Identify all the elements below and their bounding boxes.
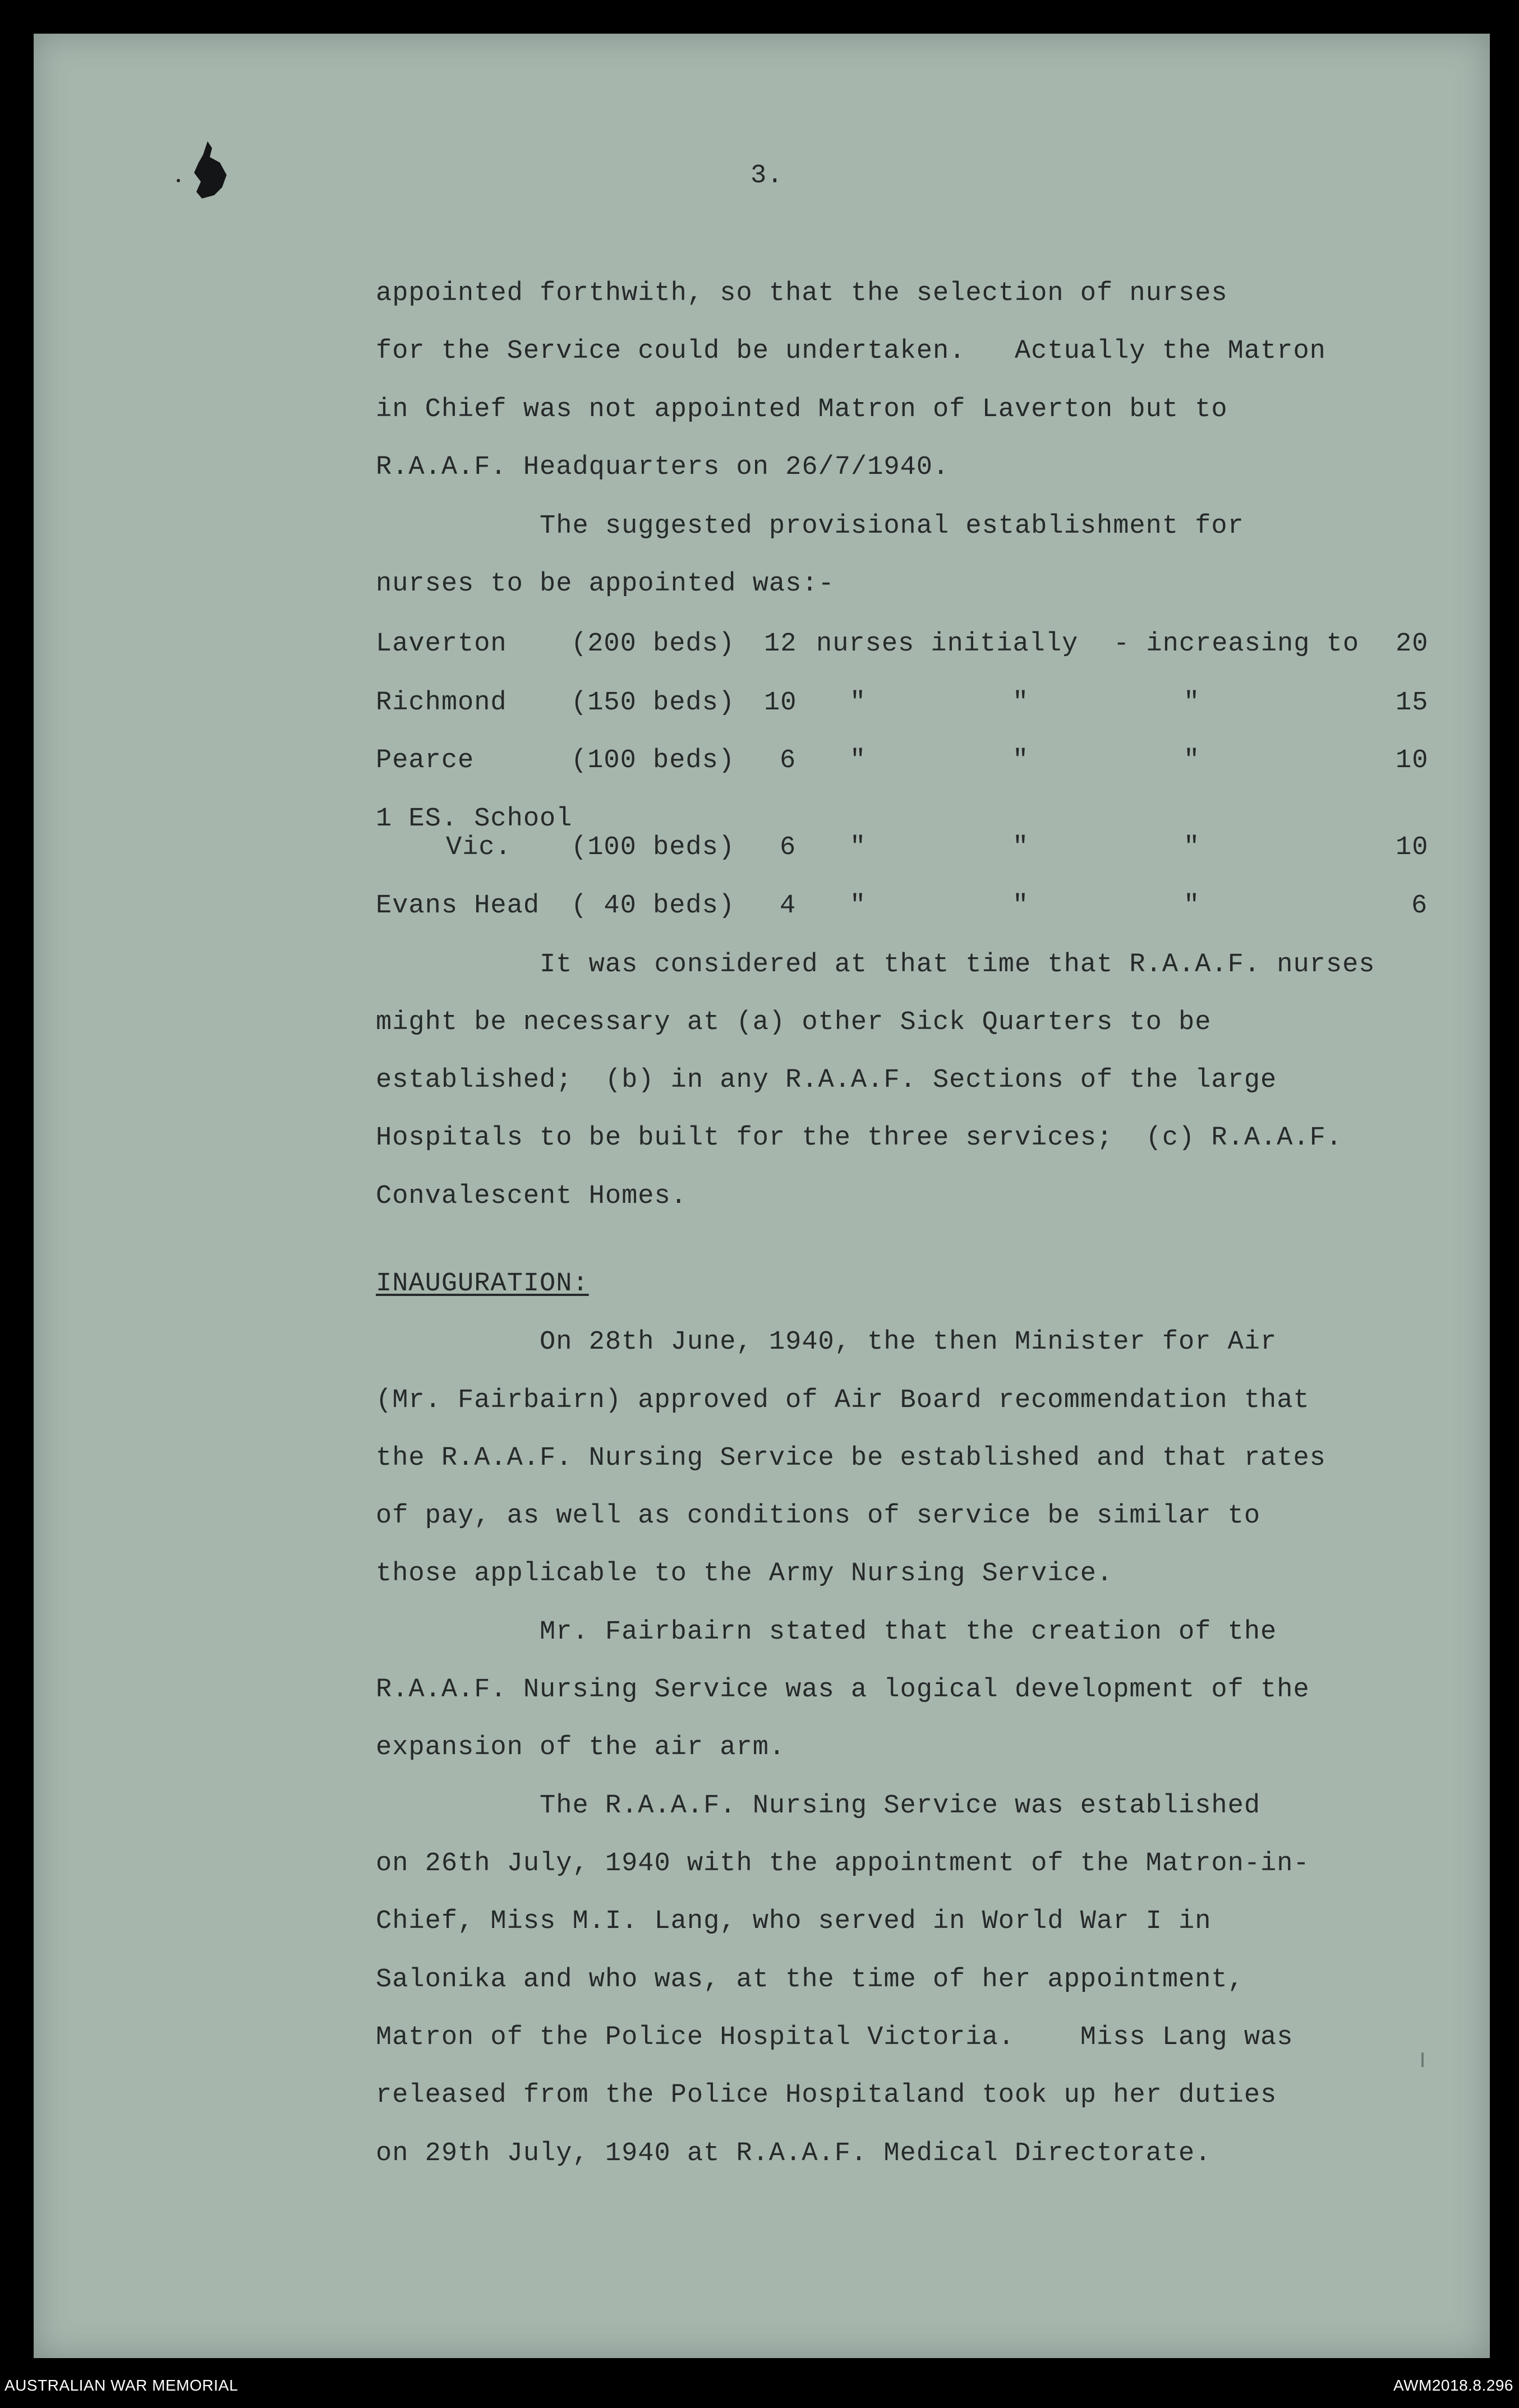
initial-nurses: 6 [780,746,797,776]
final-nurses: 15 [1396,688,1429,718]
initial-nurses: 6 [780,833,797,862]
ditto-mark: " [1184,833,1200,862]
text-line: On 28th June, 1940, the then Minister for Air [376,1327,1277,1357]
bed-count: ( 40 beds) [571,891,735,921]
initial-nurses: 4 [780,891,797,921]
station-name: Pearce [376,746,475,776]
text-line: might be necessary at (a) other Sick Quarters to be [376,1008,1212,1037]
text-line: Salonika and who was, at the time of her appointment, [376,1965,1244,1995]
text-line: R.A.A.F. Headquarters on 26/7/1940. [376,453,950,482]
document-page [34,34,1490,2358]
ditto-mark: " [850,688,867,718]
text-line: the R.A.A.F. Nursing Service be established and that rates [376,1443,1326,1473]
ditto-mark: " [1184,688,1200,718]
ink-blot [168,140,241,202]
ditto-mark: " [850,746,867,776]
text-line: R.A.A.F. Nursing Service was a logical development of the [376,1675,1310,1705]
text-line: those applicable to the Army Nursing Service. [376,1559,1113,1589]
station-name: Richmond [376,688,507,718]
footer-credit: AUSTRALIAN WAR MEMORIAL [4,2377,238,2394]
text-line: Chief, Miss M.I. Lang, who served in World War I in [376,1907,1212,1936]
table-text: nurses initially [816,629,1079,659]
text-line: released from the Police Hospitaland took up her duties [376,2081,1277,2110]
text-line: in Chief was not appointed Matron of Laverton but to [376,395,1228,425]
text-line: Hospitals to be built for the three services; (c) R.A.A.F. [376,1123,1343,1153]
text-line: of pay, as well as conditions of service be similar to [376,1501,1261,1531]
text-line: nurses to be appointed was:- [376,569,835,599]
station-name: 1 ES. School [376,804,573,834]
table-text: - increasing to [1113,629,1360,659]
final-nurses: 10 [1396,746,1429,776]
text-line: Convalescent Homes. [376,1182,687,1211]
bed-count: (150 beds) [571,688,735,718]
ditto-mark: " [1012,833,1029,862]
text-line: on 29th July, 1940 at R.A.A.F. Medical Directorate. [376,2139,1212,2169]
text-line: Mr. Fairbairn stated that the creation of the [376,1617,1277,1647]
section-heading: INAUGURATION: [376,1269,589,1299]
final-nurses: 20 [1396,629,1429,659]
ditto-mark: " [1184,891,1200,921]
text-line: for the Service could be undertaken. Actually the Matron [376,336,1326,366]
station-name-continued: Vic. [446,833,512,862]
final-nurses: 6 [1411,891,1428,921]
ditto-mark: " [1184,746,1200,776]
initial-nurses: 12 [764,629,797,659]
ditto-mark: " [1012,688,1029,718]
text-line: Matron of the Police Hospital Victoria. Miss Lang was [376,2023,1294,2052]
bed-count: (100 beds) [571,746,735,776]
final-nurses: 10 [1396,833,1429,862]
text-line: It was considered at that time that R.A.A.F. nurses [376,950,1375,980]
ditto-mark: " [850,833,867,862]
initial-nurses: 10 [764,688,797,718]
bed-count: (200 beds) [571,629,735,659]
ditto-mark: " [1012,891,1029,921]
station-name: Evans Head [376,891,540,921]
station-name: Laverton [376,629,507,659]
bed-count: (100 beds) [571,833,735,862]
text-line: established; (b) in any R.A.A.F. Sections of the large [376,1065,1277,1095]
margin-mark [1421,2052,1424,2067]
text-line: The suggested provisional establishment for [376,511,1244,541]
footer-accession-number: AWM2018.8.296 [1393,2377,1513,2394]
text-line: expansion of the air arm. [376,1733,786,1763]
text-line: (Mr. Fairbairn) approved of Air Board recommendation that [376,1386,1310,1415]
text-line: on 26th July, 1940 with the appointment of the Matron-in- [376,1849,1310,1879]
page-number: 3. [751,161,784,191]
ditto-mark: " [850,891,867,921]
text-line: appointed forthwith, so that the selection of nurses [376,279,1228,308]
text-line: The R.A.A.F. Nursing Service was established [376,1791,1261,1821]
ditto-mark: " [1012,746,1029,776]
